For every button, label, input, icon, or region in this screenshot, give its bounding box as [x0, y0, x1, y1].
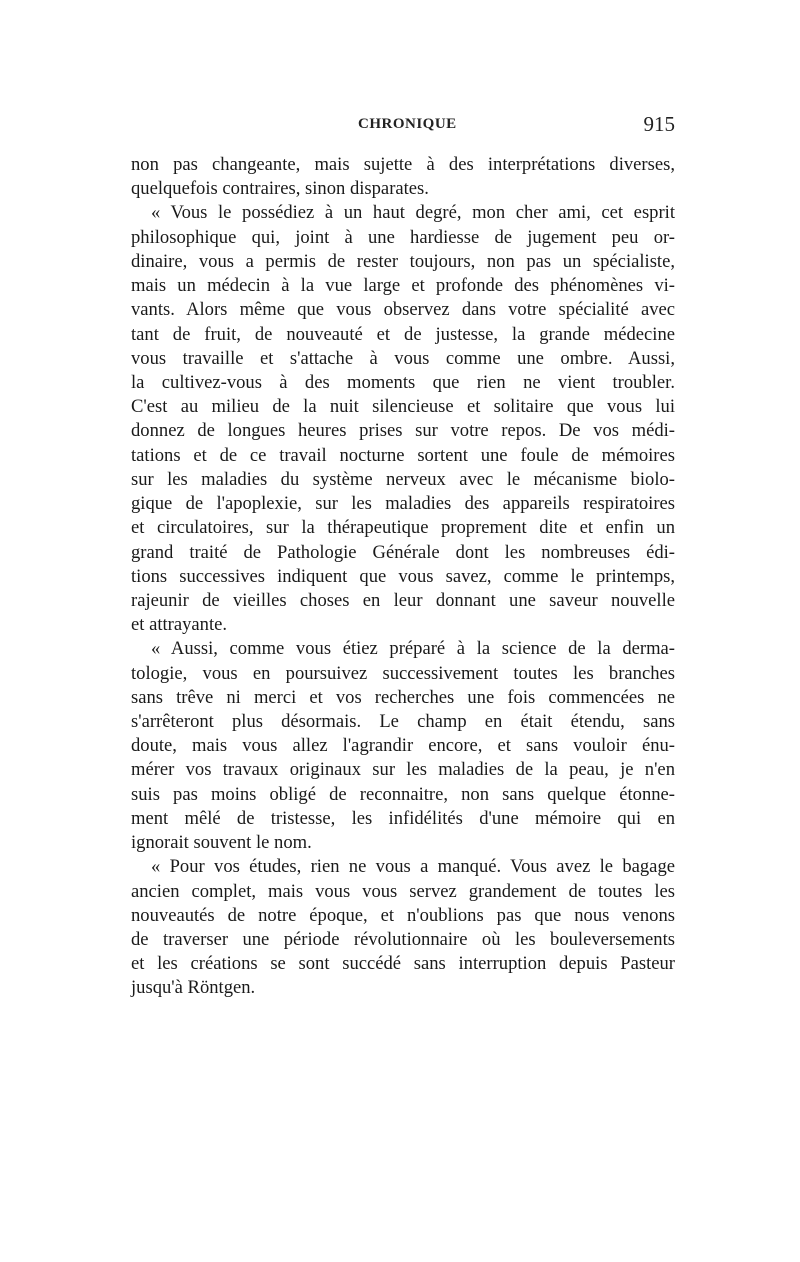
text-line: C'est au milieu de la nuit silencieuse et solitaire que vous lui: [131, 396, 675, 418]
text-line: nouveautés de notre époque, et n'oublions pas que nous venons: [131, 904, 675, 926]
text-line: de traverser une période révolutionnaire où les bouleversements: [131, 929, 675, 950]
text-line: tologie, vous en poursuivez successivement toutes les branches: [131, 662, 675, 684]
text-line: rajeunir de vieilles choses en leur donnant une saveur nouvelle: [131, 589, 675, 611]
text-line: mérer vos travaux originaux sur les maladies de la peau, je n'en: [131, 759, 675, 781]
text-line: ancien complet, mais vous vous servez grandement de toutes les: [131, 880, 675, 902]
text-line: jusqu'à Röntgen.: [131, 977, 256, 999]
text-line: non pas changeante, mais sujette à des interprétations diverses,: [131, 154, 675, 175]
text-line: tions successives indiquent que vous savez, comme le printemps,: [131, 565, 675, 587]
running-title: CHRONIQUE: [358, 116, 457, 132]
text-line: grand traité de Pathologie Générale dont les nombreuses édi-: [131, 541, 675, 563]
text-line: et les créations se sont succédé sans interruption depuis Pasteur: [131, 953, 675, 975]
text-line: doute, mais vous allez l'agrandir encore, et sans vouloir énu-: [131, 735, 675, 757]
text-line: donnez de longues heures prises sur votre repos. De vos médi-: [131, 420, 675, 442]
text-line: et attrayante.: [131, 614, 228, 636]
text-line: tant de fruit, de nouveauté et de justesse, la grande médecine: [131, 323, 675, 345]
text-line: « Aussi, comme vous étiez préparé à la science de la derma-: [151, 638, 675, 660]
text-line: dinaire, vous a permis de rester toujours, non pas un spécialiste,: [131, 250, 675, 272]
text-line: « Vous le possédiez à un haut degré, mon cher ami, cet esprit: [151, 202, 675, 224]
text-line: suis pas moins obligé de reconnaitre, non sans quelque étonne-: [131, 783, 675, 805]
text-line: quelquefois contraires, sinon disparates.: [131, 178, 429, 200]
text-line: ignorait souvent le nom.: [131, 832, 312, 854]
text-line: vants. Alors même que vous observez dans votre spécialité avec: [131, 299, 675, 321]
page-number: 915: [643, 112, 675, 136]
text-line: gique de l'apoplexie, sur les maladies des appareils respiratoires: [131, 493, 675, 515]
text-line: tations et de ce travail nocturne sortent une foule de mémoires: [131, 444, 675, 466]
text-line: mais un médecin à la vue large et profonde des phénomènes vi-: [131, 275, 675, 297]
text-line: philosophique qui, joint à une hardiesse de jugement peu or-: [131, 226, 675, 248]
body-text: [131, 153, 675, 1001]
text-line: et circulatoires, sur la thérapeutique proprement dite et enfin un: [131, 517, 675, 539]
running-head: [130, 112, 675, 142]
text-line: sur les maladies du système nerveux avec le mécanisme biolo-: [131, 468, 675, 490]
text-line: ment mêlé de tristesse, les infidélités d'une mémoire qui en: [131, 807, 675, 829]
text-line: vous travaille et s'attache à vous comme une ombre. Aussi,: [131, 347, 675, 369]
text-line: « Pour vos études, rien ne vous a manqué. Vous avez le bagage: [151, 856, 675, 878]
text-line: s'arrêteront plus désormais. Le champ en était étendu, sans: [131, 711, 675, 733]
text-line: la cultivez-vous à des moments que rien ne vient troubler.: [131, 371, 675, 393]
text-line: sans trêve ni merci et vos recherches une fois commencées ne: [131, 686, 675, 708]
